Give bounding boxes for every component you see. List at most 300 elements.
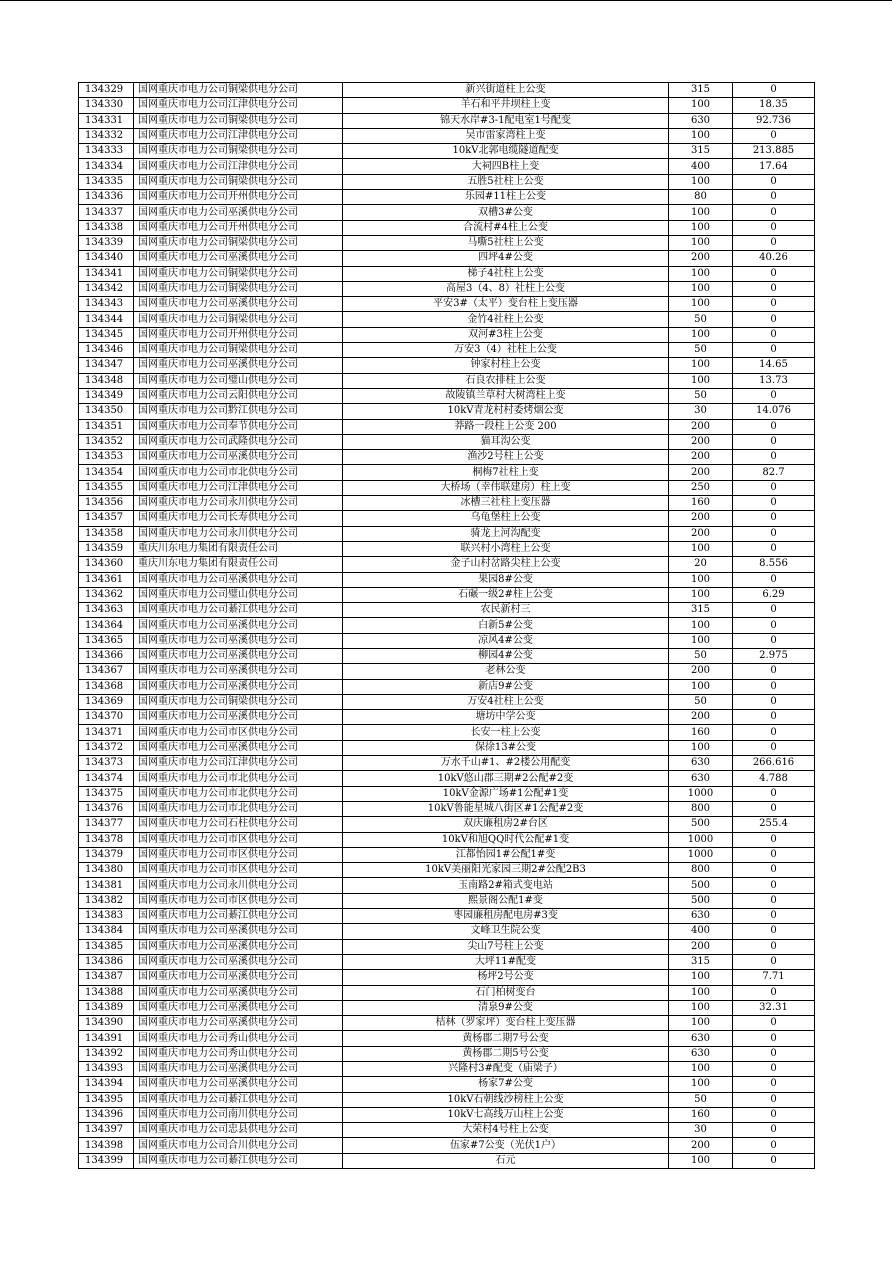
- capacity-cell: 315: [669, 954, 733, 969]
- value-cell: 0: [733, 235, 815, 250]
- capacity-cell: 160: [669, 496, 733, 511]
- value-cell: 0: [733, 954, 815, 969]
- company-cell: 国网重庆市电力公司铜梁供电分公司: [134, 343, 343, 358]
- table-row: [79, 541, 815, 556]
- value-cell: 0: [733, 419, 815, 434]
- transformer-name-cell: 乐园#11柱上公变: [343, 190, 669, 205]
- capacity-cell: 630: [669, 113, 733, 128]
- company-cell: 国网重庆市电力公司巫溪供电分公司: [134, 648, 343, 663]
- value-cell: 7.71: [733, 970, 815, 985]
- value-cell: 255.4: [733, 817, 815, 832]
- row-id-cell: 134393: [79, 1062, 134, 1077]
- value-cell: 0: [733, 128, 815, 143]
- table-row: [79, 1046, 815, 1061]
- table-row: [79, 801, 815, 816]
- table-row: [79, 511, 815, 526]
- transformer-name-cell: 保徐13#公变: [343, 740, 669, 755]
- transformer-name-cell: 乌龟堡柱上公变: [343, 511, 669, 526]
- row-id-cell: 134354: [79, 465, 134, 480]
- capacity-cell: 100: [669, 220, 733, 235]
- row-id-cell: 134365: [79, 633, 134, 648]
- table-row: [79, 909, 815, 924]
- transformer-name-cell: 梯子4社柱上公变: [343, 266, 669, 281]
- transformer-name-cell: 石良农排柱上公变: [343, 373, 669, 388]
- row-id-cell: 134333: [79, 144, 134, 159]
- row-id-cell: 134388: [79, 985, 134, 1000]
- transformer-name-cell: 骑龙上河沟配变: [343, 526, 669, 541]
- row-id-cell: 134376: [79, 801, 134, 816]
- row-id-cell: 134381: [79, 878, 134, 893]
- table-row: [79, 220, 815, 235]
- value-cell: 0: [733, 1092, 815, 1107]
- capacity-cell: 100: [669, 985, 733, 1000]
- row-id-cell: 134331: [79, 113, 134, 128]
- value-cell: 0: [733, 526, 815, 541]
- transformer-name-cell: 尖山7号柱上公变: [343, 939, 669, 954]
- company-cell: 国网重庆市电力公司巫溪供电分公司: [134, 297, 343, 312]
- transformer-name-cell: 塘坊中学公变: [343, 710, 669, 725]
- capacity-cell: 50: [669, 312, 733, 327]
- transformer-name-cell: 大荣村4号柱上公变: [343, 1123, 669, 1138]
- row-id-cell: 134369: [79, 694, 134, 709]
- capacity-cell: 100: [669, 327, 733, 342]
- table-row: [79, 1107, 815, 1122]
- value-cell: 0: [733, 480, 815, 495]
- company-cell: 国网重庆市电力公司巫溪供电分公司: [134, 970, 343, 985]
- value-cell: 0: [733, 1077, 815, 1092]
- capacity-cell: 315: [669, 144, 733, 159]
- table-row: [79, 465, 815, 480]
- transformer-name-cell: 渔沙2号柱上公变: [343, 450, 669, 465]
- capacity-cell: 100: [669, 235, 733, 250]
- transformer-name-cell: 冰槽三社柱上变压器: [343, 496, 669, 511]
- company-cell: 国网重庆市电力公司璧山供电分公司: [134, 373, 343, 388]
- capacity-cell: 100: [669, 1077, 733, 1092]
- value-cell: 0: [733, 83, 815, 98]
- company-cell: 国网重庆市电力公司巫溪供电分公司: [134, 924, 343, 939]
- transformer-name-cell: 大桥场（幸伟联建房）柱上变: [343, 480, 669, 495]
- company-cell: 国网重庆市电力公司铜梁供电分公司: [134, 281, 343, 296]
- company-cell: 国网重庆市电力公司巫溪供电分公司: [134, 1077, 343, 1092]
- table-row: [79, 985, 815, 1000]
- transformer-data-table: [78, 82, 815, 1169]
- capacity-cell: 100: [669, 281, 733, 296]
- row-id-cell: 134368: [79, 679, 134, 694]
- row-id-cell: 134330: [79, 98, 134, 113]
- table-row: [79, 694, 815, 709]
- value-cell: 0: [733, 297, 815, 312]
- value-cell: 0: [733, 725, 815, 740]
- company-cell: 国网重庆市电力公司武隆供电分公司: [134, 434, 343, 449]
- table-row: [79, 740, 815, 755]
- capacity-cell: 200: [669, 511, 733, 526]
- value-cell: 92.736: [733, 113, 815, 128]
- company-cell: 国网重庆市电力公司市北供电分公司: [134, 801, 343, 816]
- table-row: [79, 924, 815, 939]
- table-row: [79, 1062, 815, 1077]
- transformer-name-cell: 10kV和旭QQ时代公配#1变: [343, 832, 669, 847]
- value-cell: 0: [733, 710, 815, 725]
- capacity-cell: 800: [669, 863, 733, 878]
- transformer-name-cell: 金子山村岔路尖柱上公变: [343, 557, 669, 572]
- value-cell: 0: [733, 909, 815, 924]
- table-row: [79, 1031, 815, 1046]
- capacity-cell: 500: [669, 893, 733, 908]
- value-cell: 0: [733, 939, 815, 954]
- transformer-name-cell: 果园8#公变: [343, 572, 669, 587]
- table-row: [79, 1092, 815, 1107]
- value-cell: 0: [733, 266, 815, 281]
- transformer-name-cell: 双河#3柱上公变: [343, 327, 669, 342]
- transformer-name-cell: 10kV金源广场#1公配#1变: [343, 786, 669, 801]
- value-cell: 0: [733, 985, 815, 1000]
- company-cell: 国网重庆市电力公司璧山供电分公司: [134, 587, 343, 602]
- transformer-name-cell: 农民新村三: [343, 603, 669, 618]
- value-cell: 0: [733, 924, 815, 939]
- capacity-cell: 50: [669, 388, 733, 403]
- top-border-line: [0, 0, 892, 1]
- value-cell: 0: [733, 786, 815, 801]
- transformer-name-cell: 双庆廉租房2#台区: [343, 817, 669, 832]
- company-cell: 国网重庆市电力公司江津供电分公司: [134, 98, 343, 113]
- value-cell: 213.885: [733, 144, 815, 159]
- row-id-cell: 134383: [79, 909, 134, 924]
- company-cell: 国网重庆市电力公司江津供电分公司: [134, 159, 343, 174]
- capacity-cell: 100: [669, 1153, 733, 1168]
- value-cell: 0: [733, 496, 815, 511]
- transformer-name-cell: 杨家7#公变: [343, 1077, 669, 1092]
- capacity-cell: 1000: [669, 847, 733, 862]
- row-id-cell: 134389: [79, 1000, 134, 1015]
- capacity-cell: 400: [669, 924, 733, 939]
- value-cell: 0: [733, 281, 815, 296]
- table-row: [79, 343, 815, 358]
- transformer-name-cell: 大祠四B柱上变: [343, 159, 669, 174]
- capacity-cell: 200: [669, 939, 733, 954]
- row-id-cell: 134350: [79, 404, 134, 419]
- company-cell: 国网重庆市电力公司铜梁供电分公司: [134, 266, 343, 281]
- row-id-cell: 134373: [79, 756, 134, 771]
- company-cell: 国网重庆市电力公司巫溪供电分公司: [134, 740, 343, 755]
- transformer-name-cell: 猫耳沟公变: [343, 434, 669, 449]
- value-cell: 32.31: [733, 1000, 815, 1015]
- row-id-cell: 134359: [79, 541, 134, 556]
- company-cell: 国网重庆市电力公司綦江供电分公司: [134, 1153, 343, 1168]
- capacity-cell: 500: [669, 817, 733, 832]
- value-cell: 6.29: [733, 587, 815, 602]
- value-cell: 0: [733, 801, 815, 816]
- table-row: [79, 1123, 815, 1138]
- row-id-cell: 134360: [79, 557, 134, 572]
- row-id-cell: 134398: [79, 1138, 134, 1153]
- row-id-cell: 134334: [79, 159, 134, 174]
- table-row: [79, 939, 815, 954]
- row-id-cell: 134372: [79, 740, 134, 755]
- company-cell: 国网重庆市电力公司云阳供电分公司: [134, 388, 343, 403]
- company-cell: 国网重庆市电力公司开州供电分公司: [134, 220, 343, 235]
- capacity-cell: 630: [669, 1031, 733, 1046]
- value-cell: 0: [733, 205, 815, 220]
- row-id-cell: 134397: [79, 1123, 134, 1138]
- row-id-cell: 134361: [79, 572, 134, 587]
- table-row: [79, 450, 815, 465]
- table-row: [79, 878, 815, 893]
- company-cell: 国网重庆市电力公司南川供电分公司: [134, 1107, 343, 1122]
- company-cell: 国网重庆市电力公司铜梁供电分公司: [134, 235, 343, 250]
- value-cell: 0: [733, 1107, 815, 1122]
- row-id-cell: 134394: [79, 1077, 134, 1092]
- value-cell: 0: [733, 541, 815, 556]
- table-row: [79, 190, 815, 205]
- table-row: [79, 174, 815, 189]
- capacity-cell: 50: [669, 648, 733, 663]
- value-cell: 0: [733, 603, 815, 618]
- table-row: [79, 312, 815, 327]
- table-row: [79, 572, 815, 587]
- row-id-cell: 134362: [79, 587, 134, 602]
- transformer-name-cell: 新店9#公变: [343, 679, 669, 694]
- table-row: [79, 496, 815, 511]
- row-id-cell: 134374: [79, 771, 134, 786]
- company-cell: 国网重庆市电力公司市北供电分公司: [134, 771, 343, 786]
- row-id-cell: 134335: [79, 174, 134, 189]
- company-cell: 国网重庆市电力公司市区供电分公司: [134, 847, 343, 862]
- transformer-name-cell: 黄杨郡二期5号公变: [343, 1046, 669, 1061]
- capacity-cell: 200: [669, 251, 733, 266]
- row-id-cell: 134363: [79, 603, 134, 618]
- table-row: [79, 251, 815, 266]
- row-id-cell: 134356: [79, 496, 134, 511]
- row-id-cell: 134341: [79, 266, 134, 281]
- row-id-cell: 134340: [79, 251, 134, 266]
- table-row: [79, 526, 815, 541]
- capacity-cell: 200: [669, 664, 733, 679]
- company-cell: 国网重庆市电力公司铜梁供电分公司: [134, 113, 343, 128]
- row-id-cell: 134370: [79, 710, 134, 725]
- transformer-name-cell: 平安3#（太平）变台柱上变压器: [343, 297, 669, 312]
- transformer-name-cell: 高屋3（4、8）社柱上公变: [343, 281, 669, 296]
- transformer-name-cell: 10kV青龙村村委烤烟公变: [343, 404, 669, 419]
- company-cell: 国网重庆市电力公司忠县供电分公司: [134, 1123, 343, 1138]
- transformer-name-cell: 联兴村小湾柱上公变: [343, 541, 669, 556]
- row-id-cell: 134366: [79, 648, 134, 663]
- row-id-cell: 134348: [79, 373, 134, 388]
- table-row: [79, 266, 815, 281]
- value-cell: 0: [733, 847, 815, 862]
- row-id-cell: 134355: [79, 480, 134, 495]
- company-cell: 国网重庆市电力公司市北供电分公司: [134, 786, 343, 801]
- transformer-name-cell: 金竹4社柱上公变: [343, 312, 669, 327]
- table-row: [79, 419, 815, 434]
- table-row: [79, 847, 815, 862]
- transformer-name-cell: 熙景阁公配1#变: [343, 893, 669, 908]
- table-row: [79, 434, 815, 449]
- transformer-name-cell: 文峰卫生院公变: [343, 924, 669, 939]
- table-row: [79, 281, 815, 296]
- capacity-cell: 100: [669, 587, 733, 602]
- capacity-cell: 100: [669, 633, 733, 648]
- transformer-name-cell: 钟家村柱上公变: [343, 358, 669, 373]
- row-id-cell: 134384: [79, 924, 134, 939]
- transformer-name-cell: 10kV七高线万山柱上公变: [343, 1107, 669, 1122]
- transformer-name-cell: 10kV石朝线沙榜柱上公变: [343, 1092, 669, 1107]
- company-cell: 国网重庆市电力公司巫溪供电分公司: [134, 710, 343, 725]
- row-id-cell: 134337: [79, 205, 134, 220]
- company-cell: 国网重庆市电力公司永川供电分公司: [134, 526, 343, 541]
- value-cell: 0: [733, 863, 815, 878]
- row-id-cell: 134347: [79, 358, 134, 373]
- value-cell: 0: [733, 220, 815, 235]
- company-cell: 国网重庆市电力公司黔江供电分公司: [134, 404, 343, 419]
- table-row: [79, 373, 815, 388]
- capacity-cell: 100: [669, 205, 733, 220]
- table-row: [79, 863, 815, 878]
- company-cell: 国网重庆市电力公司巫溪供电分公司: [134, 664, 343, 679]
- company-cell: 国网重庆市电力公司綦江供电分公司: [134, 603, 343, 618]
- row-id-cell: 134343: [79, 297, 134, 312]
- transformer-name-cell: 桐梅7社柱上变: [343, 465, 669, 480]
- capacity-cell: 250: [669, 480, 733, 495]
- capacity-cell: 200: [669, 710, 733, 725]
- company-cell: 国网重庆市电力公司巫溪供电分公司: [134, 1016, 343, 1031]
- capacity-cell: 100: [669, 174, 733, 189]
- transformer-name-cell: 新兴街道柱上公变: [343, 83, 669, 98]
- company-cell: 国网重庆市电力公司秀山供电分公司: [134, 1031, 343, 1046]
- company-cell: 重庆川东电力集团有限责任公司: [134, 541, 343, 556]
- company-cell: 国网重庆市电力公司巫溪供电分公司: [134, 358, 343, 373]
- row-id-cell: 134332: [79, 128, 134, 143]
- row-id-cell: 134357: [79, 511, 134, 526]
- table-row: [79, 83, 815, 98]
- transformer-name-cell: 柳园4#公变: [343, 648, 669, 663]
- company-cell: 国网重庆市电力公司开州供电分公司: [134, 190, 343, 205]
- capacity-cell: 100: [669, 1016, 733, 1031]
- capacity-cell: 500: [669, 878, 733, 893]
- table-row: [79, 1016, 815, 1031]
- company-cell: 国网重庆市电力公司石柱供电分公司: [134, 817, 343, 832]
- capacity-cell: 200: [669, 450, 733, 465]
- capacity-cell: 630: [669, 771, 733, 786]
- value-cell: 0: [733, 832, 815, 847]
- row-id-cell: 134353: [79, 450, 134, 465]
- company-cell: 国网重庆市电力公司巫溪供电分公司: [134, 205, 343, 220]
- transformer-name-cell: 大坪11#配变: [343, 954, 669, 969]
- company-cell: 国网重庆市电力公司铜梁供电分公司: [134, 694, 343, 709]
- transformer-name-cell: 锦天水岸#3-1配电室1号配变: [343, 113, 669, 128]
- table-row: [79, 113, 815, 128]
- transformer-name-cell: 10kV北郭电缆隧道配变: [343, 144, 669, 159]
- table-row: [79, 756, 815, 771]
- capacity-cell: 50: [669, 694, 733, 709]
- transformer-name-cell: 伍家#7公变（光伏1户）: [343, 1138, 669, 1153]
- table-row: [79, 297, 815, 312]
- row-id-cell: 134379: [79, 847, 134, 862]
- capacity-cell: 100: [669, 740, 733, 755]
- company-cell: 国网重庆市电力公司市区供电分公司: [134, 893, 343, 908]
- table-row: [79, 817, 815, 832]
- row-id-cell: 134345: [79, 327, 134, 342]
- company-cell: 国网重庆市电力公司綦江供电分公司: [134, 909, 343, 924]
- table-row: [79, 144, 815, 159]
- transformer-name-cell: 羊石和平井坝柱上变: [343, 98, 669, 113]
- company-cell: 国网重庆市电力公司巫溪供电分公司: [134, 618, 343, 633]
- table-row: [79, 954, 815, 969]
- transformer-name-cell: 万水千山#1、#2楼公用配变: [343, 756, 669, 771]
- company-cell: 国网重庆市电力公司江津供电分公司: [134, 128, 343, 143]
- row-id-cell: 134336: [79, 190, 134, 205]
- value-cell: 0: [733, 572, 815, 587]
- transformer-name-cell: 故陵镇兰草村大树湾柱上变: [343, 388, 669, 403]
- value-cell: 0: [733, 1046, 815, 1061]
- table-row: [79, 404, 815, 419]
- capacity-cell: 100: [669, 373, 733, 388]
- table-body: [79, 83, 815, 1169]
- company-cell: 国网重庆市电力公司市区供电分公司: [134, 832, 343, 847]
- row-id-cell: 134399: [79, 1153, 134, 1168]
- table-row: [79, 832, 815, 847]
- company-cell: 国网重庆市电力公司江津供电分公司: [134, 756, 343, 771]
- company-cell: 国网重庆市电力公司巫溪供电分公司: [134, 985, 343, 1000]
- company-cell: 国网重庆市电力公司江津供电分公司: [134, 480, 343, 495]
- transformer-name-cell: 江都怡园1#公配1#变: [343, 847, 669, 862]
- value-cell: 0: [733, 664, 815, 679]
- transformer-name-cell: 双槽3#公变: [343, 205, 669, 220]
- transformer-name-cell: 10kV鲁能星城八街区#1公配#2变: [343, 801, 669, 816]
- value-cell: 0: [733, 1153, 815, 1168]
- transformer-name-cell: 清泉9#公变: [343, 1000, 669, 1015]
- row-id-cell: 134338: [79, 220, 134, 235]
- table-row: [79, 633, 815, 648]
- capacity-cell: 200: [669, 1138, 733, 1153]
- company-cell: 国网重庆市电力公司巫溪供电分公司: [134, 1000, 343, 1015]
- table-row: [79, 587, 815, 602]
- value-cell: 18.35: [733, 98, 815, 113]
- capacity-cell: 315: [669, 83, 733, 98]
- value-cell: 0: [733, 633, 815, 648]
- capacity-cell: 160: [669, 1107, 733, 1122]
- table-row: [79, 893, 815, 908]
- table-row: [79, 679, 815, 694]
- row-id-cell: 134386: [79, 954, 134, 969]
- table-row: [79, 557, 815, 572]
- capacity-cell: 100: [669, 266, 733, 281]
- transformer-name-cell: 黄杨郡二期7号公变: [343, 1031, 669, 1046]
- capacity-cell: 100: [669, 297, 733, 312]
- row-id-cell: 134364: [79, 618, 134, 633]
- value-cell: 14.65: [733, 358, 815, 373]
- transformer-name-cell: 长安一柱上公变: [343, 725, 669, 740]
- value-cell: 0: [733, 511, 815, 526]
- value-cell: 13.73: [733, 373, 815, 388]
- table-row: [79, 480, 815, 495]
- transformer-name-cell: 五胜5社柱上公变: [343, 174, 669, 189]
- value-cell: 0: [733, 740, 815, 755]
- capacity-cell: 100: [669, 541, 733, 556]
- row-id-cell: 134367: [79, 664, 134, 679]
- capacity-cell: 630: [669, 909, 733, 924]
- value-cell: 0: [733, 450, 815, 465]
- capacity-cell: 50: [669, 1092, 733, 1107]
- row-id-cell: 134329: [79, 83, 134, 98]
- value-cell: 0: [733, 1062, 815, 1077]
- company-cell: 国网重庆市电力公司开州供电分公司: [134, 327, 343, 342]
- row-id-cell: 134395: [79, 1092, 134, 1107]
- value-cell: 0: [733, 878, 815, 893]
- capacity-cell: 100: [669, 1000, 733, 1015]
- transformer-name-cell: 老林公变: [343, 664, 669, 679]
- transformer-name-cell: 万安3（4）社柱上公变: [343, 343, 669, 358]
- table-row: [79, 664, 815, 679]
